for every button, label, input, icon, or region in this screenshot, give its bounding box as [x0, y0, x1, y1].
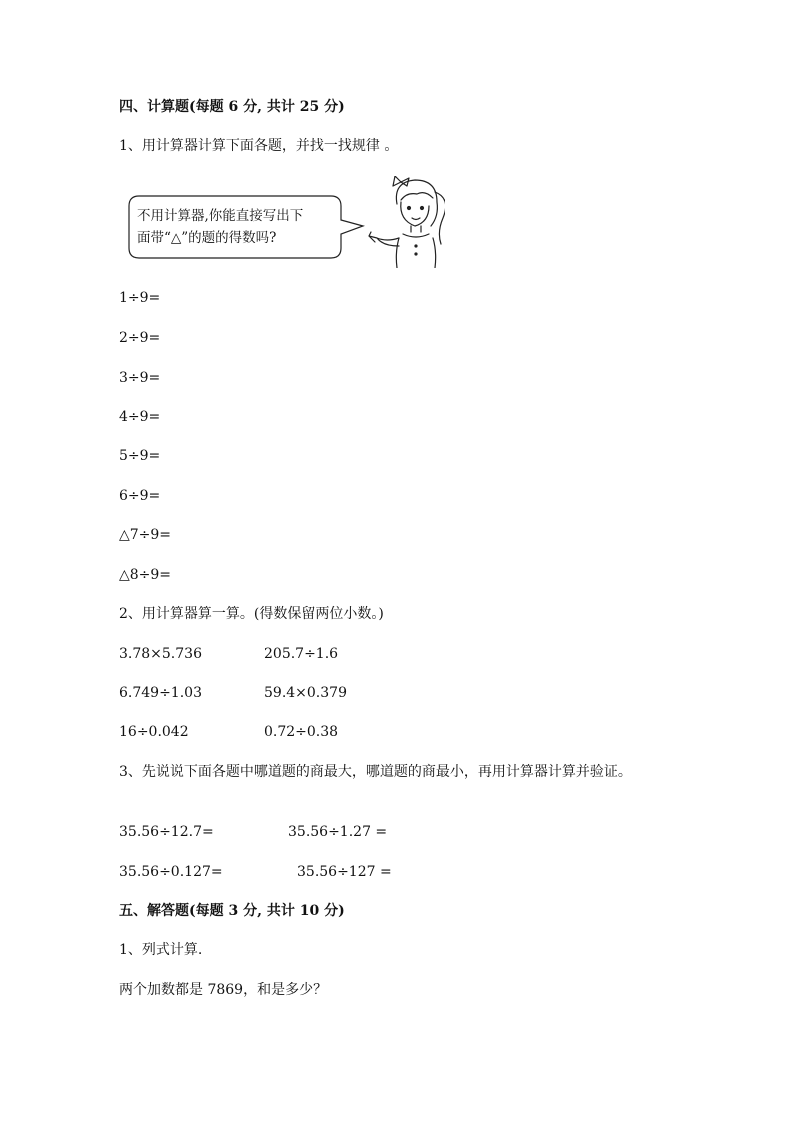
speech-bubble-text: [137, 205, 377, 249]
calc-item: 2÷9=: [119, 330, 161, 346]
calc-cell: 205.7÷1.6: [264, 646, 339, 662]
calc-cell: 35.56÷127 =: [297, 864, 392, 880]
calc-cell: 0.72÷0.38: [264, 724, 339, 740]
calc-item: 5÷9=: [119, 448, 161, 464]
section-4-title: 四、计算题(每题 6 分, 共计 25 分): [119, 99, 345, 115]
section-5-question-1-text: 两个加数都是 7869，和是多少？: [119, 982, 328, 998]
calc-cell: 6.749÷1.03: [119, 685, 202, 701]
calc-item: △8÷9=: [119, 567, 172, 583]
question-3-prompt: 3、先说说下面各题中哪道题的商最大，哪道题的商最小，再用计算器计算并验证。: [119, 764, 632, 780]
calc-item: △7÷9=: [119, 527, 172, 543]
question-2-prompt: 2、用计算器算一算。(得数保留两位小数。): [119, 606, 384, 622]
calc-item: 3÷9=: [119, 370, 161, 386]
calc-cell: 3.78×5.736: [119, 646, 202, 662]
section-5-title: 五、解答题(每题 3 分, 共计 10 分): [119, 903, 345, 919]
question-1-prompt: 1、用计算器计算下面各题，并找一找规律 。: [119, 138, 399, 154]
calc-item: 4÷9=: [119, 409, 161, 425]
calc-cell: 59.4×0.379: [264, 685, 347, 701]
calc-item: 6÷9=: [119, 488, 161, 504]
calc-cell: 35.56÷12.7=: [119, 824, 214, 840]
calc-item: 1÷9=: [119, 290, 161, 306]
girl-figure: [369, 176, 445, 268]
speech-bubble-line-1: 不用计算器,你能直接写出下: [137, 208, 304, 224]
speech-bubble-line-2: 面带“△”的题的得数吗?: [137, 230, 277, 246]
calc-cell: 35.56÷0.127=: [119, 864, 223, 880]
section-5-question-1-prompt: 1、列式计算.: [119, 942, 203, 958]
calc-cell: 16÷0.042: [119, 724, 189, 740]
calc-cell: 35.56÷1.27 =: [288, 824, 388, 840]
